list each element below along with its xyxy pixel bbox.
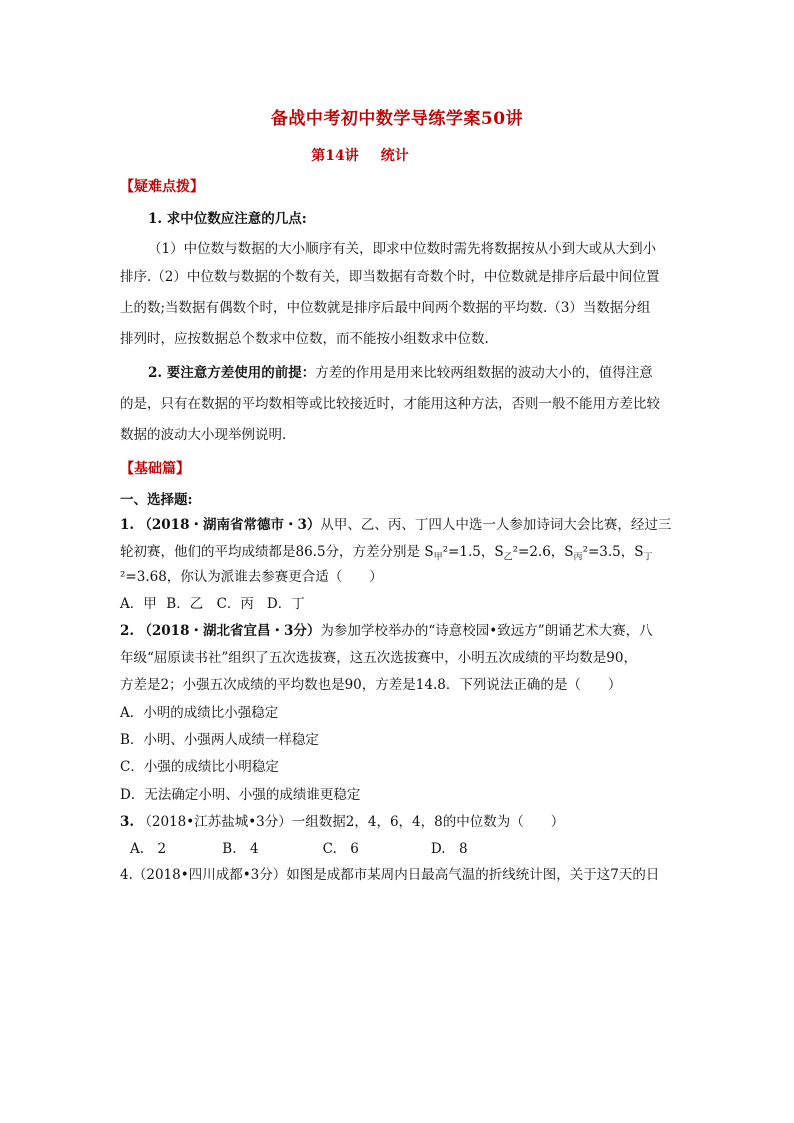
q1-option-c: C．丙 <box>216 596 254 612</box>
lecture-topic: 统计 <box>380 148 409 164</box>
section-label-basic: 【基础篇】 <box>120 461 190 477</box>
q3-options <box>130 840 690 858</box>
q2-text-1: 为参加学校举办的“诗意校园•致远方”朗诵艺术大赛，八 <box>320 623 653 639</box>
page-title: 备战中考初中数学导练学案50讲 <box>270 109 524 129</box>
q1-text-2a: 轮初赛，他们的平均成绩都是86.5分，方差分别是 S <box>120 544 434 560</box>
point2-line-3: 数据的波动大小现举例说明. <box>120 427 287 443</box>
q2-option-b: B．小明、小强两人成绩一样稳定 <box>120 732 319 748</box>
q1-source: （2018・湖南省常德市・3） <box>138 517 321 533</box>
point1-line-1: （1）中位数与数据的大小顺序有关，即求中位数时需先将数据按从小到大或从大到小 <box>148 241 657 257</box>
q1-number: 1. <box>120 517 135 533</box>
lecture-subtitle <box>0 145 720 165</box>
q2-number: 2. <box>120 623 135 639</box>
q1-option-d: D．丁 <box>266 596 305 612</box>
q2-line-2: 年级“屈原读书社”组织了五次选拔赛，这五次选拔赛中，小明五次成绩的平均数是90， <box>120 650 637 666</box>
point1-heading: 1. 求中位数应注意的几点: <box>148 211 307 227</box>
q1-option-b: B．乙 <box>166 596 204 612</box>
point2-line-2: 的是，只有在数据的平均数相等或比较接近时，才能用这种方法，否则一般不能用方差比较 <box>120 396 660 412</box>
point1-line-4: 排列时，应按数据总个数求中位数，而不能按小组数求中位数. <box>120 331 489 347</box>
q3-source: （2018•江苏盐城•3分） <box>138 814 292 830</box>
point1-line-3: 上的数;当数据有偶数个时，中位数就是排序后最中间两个数据的平均数.（3）当数据分组 <box>120 300 651 316</box>
lecture-number: 第14讲 <box>311 148 359 164</box>
q2-option-d: D．无法确定小明、小强的成绩谁更稳定 <box>120 787 361 803</box>
q1-sub-bing: 丙 <box>573 552 583 563</box>
q3-line-1 <box>120 813 680 831</box>
q3-option-c: C. 6 <box>322 841 359 857</box>
point2-line-1: 方差的作用是用来比较两组数据的波动大小的，值得注意 <box>315 365 653 381</box>
section-label-difficult: 【疑难点拨】 <box>120 179 204 195</box>
q1-text-2d: ²=3.5，S <box>582 544 644 560</box>
q1-text-1: 从甲、乙、丙、丁四人中选一人参加诗词大会比赛，经过三 <box>320 517 672 533</box>
q1-text-2b: ²=1.5，S <box>442 544 504 560</box>
q1-option-a: A．甲 <box>120 596 157 612</box>
q4-line-1: 4.（2018•四川成都•3分）如图是成都市某周内日最高气温的折线统计图，关于这7天的日 <box>120 867 660 883</box>
q1-sub-jia: 甲 <box>433 552 443 563</box>
q2-source: （2018・湖北省宜昌・3分） <box>138 623 321 639</box>
q1-sub-ding: 丁 <box>643 552 653 563</box>
q1-line-2 <box>120 543 680 567</box>
q2-option-c: C．小强的成绩比小明稳定 <box>120 759 279 775</box>
q3-text-1: 一组数据2，4，6，4，8的中位数为（ ） <box>291 814 565 830</box>
q1-sub-yi: 乙 <box>503 552 513 563</box>
q2-line-1 <box>120 622 680 640</box>
q1-options <box>120 595 680 613</box>
q3-option-b: B. 4 <box>222 841 259 857</box>
q3-option-d: D. 8 <box>430 841 468 857</box>
part-heading-choice: 一、选择题: <box>120 492 193 508</box>
q1-line-1 <box>120 516 680 534</box>
q2-line-3: 方差是2；小强五次成绩的平均数也是90，方差是14.8．下列说法正确的是（ ） <box>120 677 622 693</box>
point1-line-2: 排序.（2）中位数与数据的个数有关，即当数据有奇数个时，中位数就是排序后最中间位置 <box>120 269 660 285</box>
point2-heading: 2. 要注意方差使用的前提： <box>148 365 316 381</box>
q3-option-a: A. 2 <box>130 841 167 857</box>
q2-option-a: A．小明的成绩比小强稳定 <box>120 705 279 721</box>
q1-line-3: ²=3.68，你认为派谁去参赛更合适（ ） <box>120 569 383 585</box>
point2-first-line <box>148 364 708 382</box>
q1-text-2c: ²=2.6，S <box>512 544 574 560</box>
q3-number: 3. <box>120 814 135 830</box>
